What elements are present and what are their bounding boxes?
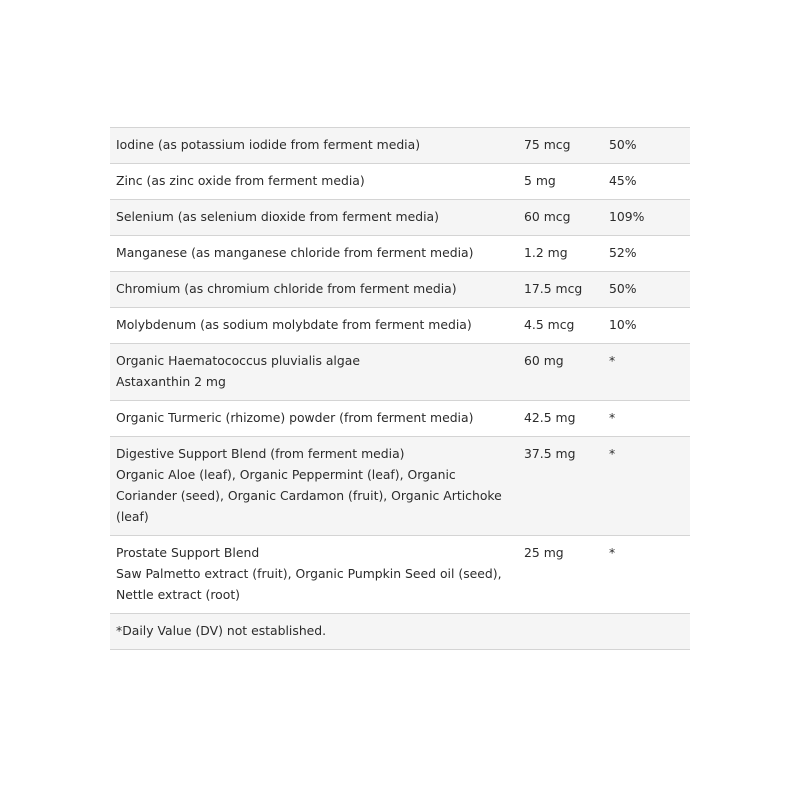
daily-value-percent: 45% (603, 164, 690, 200)
table-row (110, 272, 690, 308)
daily-value-percent: 50% (603, 272, 690, 308)
table-row (110, 308, 690, 344)
ingredient-name: Organic Turmeric (rhizome) powder (from ferment media) (110, 401, 518, 437)
table-row (110, 128, 690, 164)
daily-value-percent: * (603, 536, 690, 614)
supplement-facts-table-container (110, 127, 690, 650)
daily-value-percent: 52% (603, 236, 690, 272)
ingredient-sub-line: Astaxanthin 2 mg (116, 374, 226, 389)
table-row (110, 164, 690, 200)
daily-value-percent: 50% (603, 128, 690, 164)
ingredient-cell (110, 344, 518, 401)
daily-value-percent: * (603, 437, 690, 536)
supplement-facts-table (110, 127, 690, 650)
ingredient-cell (110, 437, 518, 536)
table-row (110, 200, 690, 236)
ingredient-name: Molybdenum (as sodium molybdate from ferment media) (110, 308, 518, 344)
daily-value-footnote: *Daily Value (DV) not established. (110, 614, 690, 650)
ingredient-name: Digestive Support Blend (from ferment media) (116, 446, 405, 461)
amount-per-serving: 17.5 mcg (518, 272, 603, 308)
table-row (110, 401, 690, 437)
ingredient-name: Manganese (as manganese chloride from ferment media) (110, 236, 518, 272)
amount-per-serving: 60 mg (518, 344, 603, 401)
ingredient-name: Chromium (as chromium chloride from ferment media) (110, 272, 518, 308)
daily-value-percent: * (603, 401, 690, 437)
ingredient-name: Iodine (as potassium iodide from ferment media) (110, 128, 518, 164)
footnote-row (110, 614, 690, 650)
amount-per-serving: 4.5 mcg (518, 308, 603, 344)
ingredient-name: Organic Haematococcus pluvialis algae (116, 353, 360, 368)
amount-per-serving: 5 mg (518, 164, 603, 200)
amount-per-serving: 1.2 mg (518, 236, 603, 272)
ingredient-name: Zinc (as zinc oxide from ferment media) (110, 164, 518, 200)
amount-per-serving: 37.5 mg (518, 437, 603, 536)
blend-components: Saw Palmetto extract (fruit), Organic Pumpkin Seed oil (seed), (116, 566, 502, 581)
daily-value-percent: 10% (603, 308, 690, 344)
table-row (110, 236, 690, 272)
ingredient-name: Prostate Support Blend (116, 545, 260, 560)
amount-per-serving: 60 mcg (518, 200, 603, 236)
ingredient-cell (110, 536, 518, 614)
table-row (110, 437, 690, 536)
table-row (110, 536, 690, 614)
ingredient-name: Selenium (as selenium dioxide from ferment media) (110, 200, 518, 236)
blend-components-extra: Nettle extract (root) (116, 587, 241, 602)
daily-value-percent: * (603, 344, 690, 401)
amount-per-serving: 25 mg (518, 536, 603, 614)
daily-value-percent: 109% (603, 200, 690, 236)
blend-components: Organic Aloe (leaf), Organic Peppermint (leaf), Organic Coriander (seed), Organic Cardamon (fruit), Organic Artichoke (leaf) (116, 467, 502, 524)
table-row (110, 344, 690, 401)
amount-per-serving: 42.5 mg (518, 401, 603, 437)
amount-per-serving: 75 mcg (518, 128, 603, 164)
